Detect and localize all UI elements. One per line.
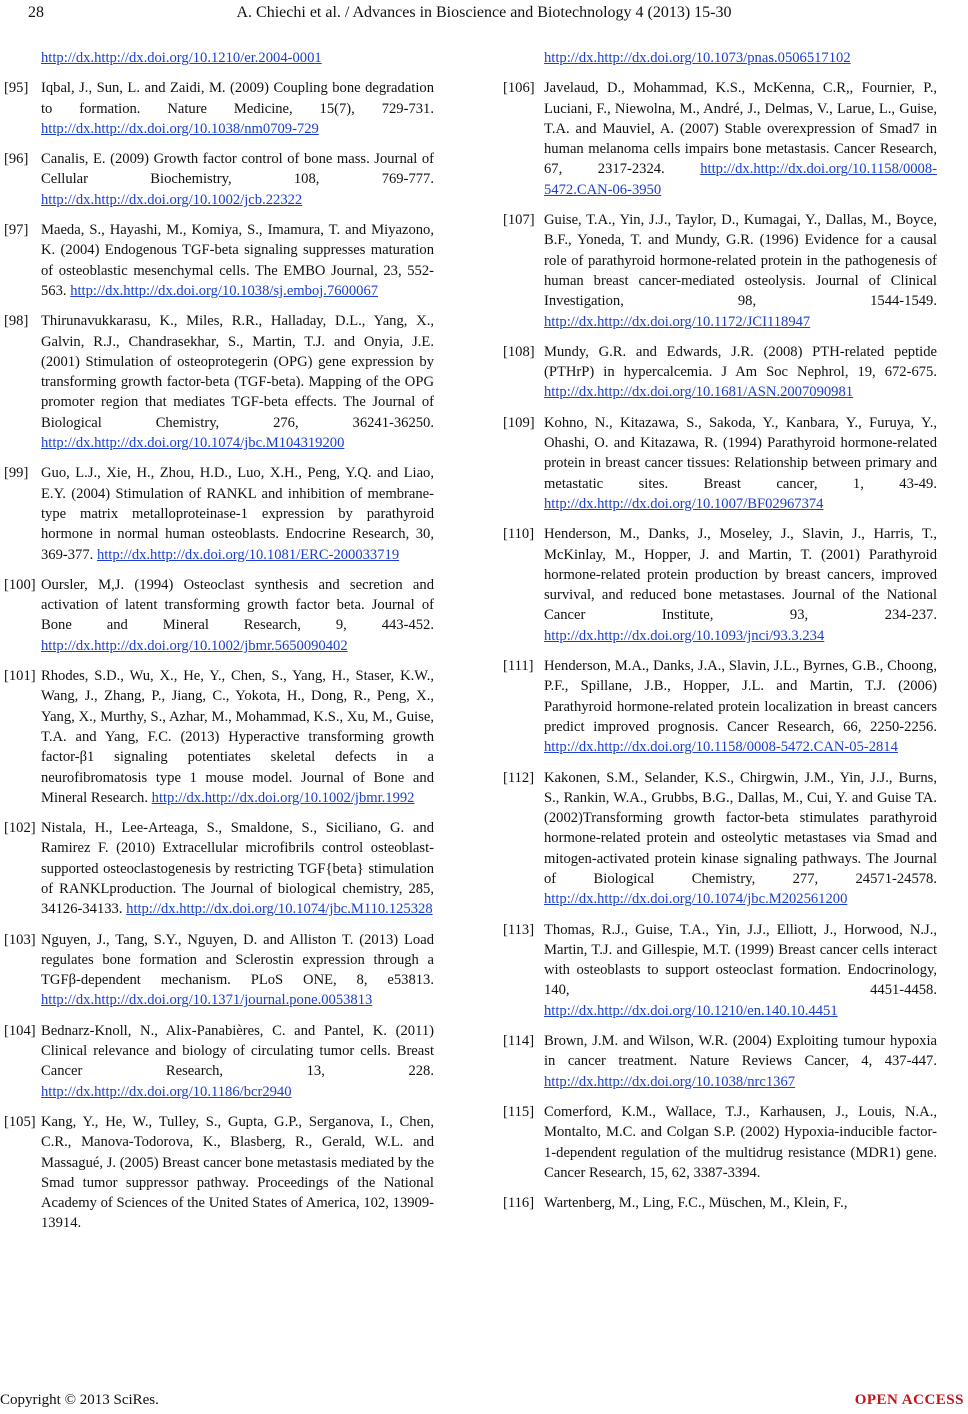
reference-item	[503, 524, 937, 646]
doi-link[interactable]: http://dx.http://dx.doi.org/10.1081/ERC-200033719	[96, 546, 400, 563]
doi-link[interactable]: http://dx.http://dx.doi.org/10.1681/ASN.2007090981	[544, 384, 854, 401]
reference-number: [95]	[4, 80, 29, 97]
doi-link[interactable]: http://dx.http://dx.doi.org/10.1074/jbc.M104319200	[41, 435, 345, 452]
reference-text: Thirunavukkarasu, K., Miles, R.R., Halladay, D.L., Yang, X., Galvin, R.J., Chandrasekhar, S., Martin, T.J. and Onyia, J.E. (2001) Stimulation of osteoprotegerin (OPG) gene expression by transforming growth factor-beta (TGF-beta). Mapping of the OPG promoter region that mediates TGF-beta effects. The Journal of Biological Chemistry, 276, 36241-36250.	[41, 313, 434, 431]
doi-link[interactable]: http://dx.http://dx.doi.org/10.1210/er.2004-0001	[41, 50, 322, 66]
reference-text: Bednarz-Knoll, N., Alix-Panabières, C. and Pantel, K. (2011) Clinical relevance and biology of circulating tumor cells. Breast Cancer Research, 13, 228.	[41, 1022, 434, 1080]
reference-number: [110]	[503, 526, 535, 543]
doi-link[interactable]: http://dx.http://dx.doi.org/10.1074/jbc.M110.125328	[126, 901, 433, 918]
reference-number: [97]	[4, 222, 29, 239]
reference-item	[503, 342, 937, 403]
reference-number: [96]	[4, 151, 29, 168]
doi-link[interactable]: http://dx.http://dx.doi.org/10.1371/journal.pone.0053813	[41, 992, 373, 1009]
continuation-link-row	[503, 48, 937, 68]
reference-number: [113]	[503, 921, 535, 938]
reference-number: [102]	[4, 820, 36, 837]
reference-number: [104]	[4, 1022, 36, 1039]
reference-number: [103]	[4, 931, 36, 948]
reference-text: Henderson, M., Danks, J., Moseley, J., Slavin, J., Harris, T., McKinlay, M., Hopper, J. and Martin, T. (2001) Parathyroid hormone-related protein production by breast cancers, improved survival, and reduced bone metastases. Journal of the National Cancer Institute, 93, 234-237.	[544, 526, 937, 624]
reference-item	[503, 78, 937, 200]
reference-item	[0, 220, 434, 301]
reference-number: [98]	[4, 313, 29, 330]
reference-text: Guise, T.A., Yin, J.J., Taylor, D., Kumagai, Y., Dallas, M., Boyce, B.F., Yoneda, T. and Mundy, G.R. (1996) Evidence for a causal role of parathyroid hormone-related protein in the pathogenesis of human breast cancer-mediated osteolysis. Journal of Clinical Investigation, 98, 1544-1549.	[544, 212, 937, 310]
reference-number: [112]	[503, 769, 535, 786]
reference-text: Mundy, G.R. and Edwards, J.R. (2008) PTH-related peptide (PTHrP) in hypercalcemia. J Am Soc Nephrol, 19, 672-675.	[544, 343, 937, 381]
reference-item	[503, 210, 937, 332]
reference-item	[0, 1021, 434, 1102]
reference-item	[503, 1031, 937, 1092]
doi-link[interactable]: http://dx.http://dx.doi.org/10.1210/en.140.10.4451	[544, 1002, 838, 1019]
reference-text: Oursler, M,J. (1994) Osteoclast synthesis and secretion and activation of latent transforming growth factor beta. Journal of Bone and Mineral Research, 9, 443-452.	[41, 576, 434, 634]
copyright-notice: Copyright © 2013 SciRes.	[0, 1392, 159, 1408]
reference-text: Henderson, M.A., Danks, J.A., Slavin, J.L., Byrnes, G.B., Choong, P.F., Spillane, J.B., Hopper, J.L. and Martin, T.J. (2006) Parathyroid hormone-related protein localization in breast cancers predict improved prognosis. Cancer Research, 66, 2250-2256.	[544, 658, 937, 735]
reference-text: Kang, Y., He, W., Tulley, S., Gupta, G.P., Serganova, I., Chen, C.R., Manova-Todorova, K., Blasberg, R., Gerald, W.L. and Massagué, J. (2005) Breast cancer bone metastasis mediated by the Smad tumor suppressor pathway. Proceedings of the National Academy of Sciences of the United States of America, 102, 13909-13914.	[41, 1113, 434, 1232]
left-column	[0, 48, 434, 1244]
reference-text: Guo, L.J., Xie, H., Zhou, H.D., Luo, X.H., Peng, Y.Q. and Liao, E.Y. (2004) Stimulation of RANKL and inhibition of membrane-type matrix metalloproteinase-1 expression by parathyroid hormone in normal human osteoblasts. Endocrine Research, 30, 369-377.	[41, 465, 434, 563]
doi-link[interactable]: http://dx.http://dx.doi.org/10.1093/jnci/93.3.234	[544, 627, 825, 644]
doi-link[interactable]: http://dx.http://dx.doi.org/10.1158/0008-5472.CAN-05-2814	[544, 739, 898, 756]
reference-number: [109]	[503, 414, 535, 431]
reference-item	[503, 1193, 937, 1213]
doi-link[interactable]: http://dx.http://dx.doi.org/10.1038/sj.emboj.7600067	[70, 282, 379, 299]
reference-text: Nistala, H., Lee-Arteaga, S., Smaldone, S., Siciliano, G. and Ramirez F. (2010) Extracellular microfibrils control osteoblast-supported osteoclastogenesis by restricting TGF{beta} stimulation of RANKLproduction. The Journal of biological chemistry, 285, 34126-34133.	[41, 820, 434, 918]
reference-text: Iqbal, J., Sun, L. and Zaidi, M. (2009) Coupling bone degradation to formation. Nature Medicine, 15(7), 729-731.	[41, 80, 434, 117]
reference-list-left	[0, 78, 434, 1233]
open-access-label: OPEN ACCESS	[854, 1392, 964, 1408]
reference-item	[0, 1112, 434, 1234]
reference-list-right	[503, 78, 937, 1213]
reference-text: Comerford, K.M., Wallace, T.J., Karhausen, J., Louis, N.A., Montalto, M.C. and Colgan S.P. (2002) Hypoxia-inducible factor-1-dependent regulation of the multidrug resistance (MDR1) gene. Cancer Research, 15, 62, 3387-3394.	[544, 1103, 937, 1181]
reference-number: [101]	[4, 668, 36, 685]
doi-link[interactable]: http://dx.http://dx.doi.org/10.1074/jbc.M202561200	[544, 891, 848, 908]
doi-link[interactable]: http://dx.http://dx.doi.org/10.1038/nrc1367	[544, 1073, 796, 1090]
reference-item	[0, 666, 434, 808]
reference-number: [99]	[4, 465, 29, 482]
reference-number: [107]	[503, 212, 535, 229]
reference-item	[0, 463, 434, 564]
doi-link[interactable]: http://dx.http://dx.doi.org/10.1002/jbmr.5650090402	[41, 637, 348, 654]
reference-item	[0, 149, 434, 210]
reference-text: Nguyen, J., Tang, S.Y., Nguyen, D. and Alliston T. (2013) Load regulates bone formation and Sclerostin expression through a TGFβ-dependent mechanism. PLoS ONE, 8, e53813.	[41, 931, 434, 989]
right-column	[503, 48, 937, 1223]
reference-number: [111]	[503, 658, 534, 675]
reference-text: Kakonen, S.M., Selander, K.S., Chirgwin, J.M., Yin, J.J., Burns, S., Rankin, W.A., Grubbs, B.G., Dallas, M., Cui, Y. and Guise TA. (2002)Transforming growth factor-beta stimulates parathyroid hormone-related protein and osteolytic metastases via Smad and mitogen-activated protein kinase signaling pathways. The Journal of Biological Chemistry, 277, 24571-24578.	[544, 769, 937, 887]
reference-number: [105]	[4, 1113, 36, 1130]
reference-number: [100]	[4, 576, 36, 593]
reference-number: [108]	[503, 343, 535, 360]
reference-text: Maeda, S., Hayashi, M., Komiya, S., Imamura, T. and Miyazono, K. (2004) Endogenous TGF-beta signaling suppresses maturation of osteoblastic mesenchymal cells. The EMBO Journal, 23, 552-563.	[41, 222, 434, 299]
reference-item	[0, 78, 434, 139]
reference-text: Javelaud, D., Mohammad, K.S., McKenna, C.R,, Fournier, P., Luciani, F., Niewolna, M., André, J., Delmas, V., Larue, L., Guise, T.A. and Mauviel, A. (2007) Stable overexpression of Smad7 in human melanoma cells impairs bone metastasis. Cancer Research, 67, 2317-2324.	[544, 80, 937, 178]
doi-link[interactable]: http://dx.http://dx.doi.org/10.1073/pnas.0506517102	[544, 50, 851, 66]
continuation-link-row	[0, 48, 434, 68]
reference-text: Brown, J.M. and Wilson, W.R. (2004) Exploiting tumour hypoxia in cancer treatment. Nature Reviews Cancer, 4, 437-447.	[544, 1033, 937, 1070]
reference-text: Rhodes, S.D., Wu, X., He, Y., Chen, S., Yang, H., Staser, K.W., Wang, J., Zhang, P., Jiang, C., Yokota, H., Dong, R., Peng, X., Yang, X., Murthy, S., Azhar, M., Mohammad, K.S., Xu, M., Guise, T.A. and Yang, F.C. (2013) Hyperactive transforming growth factor-β1 signaling potentiates skeletal defects in a neurofibromatosis type 1 mouse model. Journal of Bone and Mineral Research.	[41, 668, 434, 806]
doi-link[interactable]: http://dx.http://dx.doi.org/10.1186/bcr2940	[41, 1083, 292, 1100]
page-footer	[0, 1392, 968, 1412]
doi-link[interactable]: http://dx.http://dx.doi.org/10.1002/jbmr.1992	[151, 789, 415, 806]
reference-item	[503, 413, 937, 514]
running-title: A. Chiechi et al. / Advances in Bioscience and Biotechnology 4 (2013) 15-30	[236, 4, 732, 21]
doi-link[interactable]: http://dx.http://dx.doi.org/10.1007/BF02967374	[544, 495, 824, 512]
reference-number: [115]	[503, 1103, 535, 1120]
reference-text: Canalis, E. (2009) Growth factor control of bone mass. Journal of Cellular Biochemistry, 108, 769-777.	[41, 151, 434, 188]
page-header	[0, 0, 968, 30]
reference-item	[503, 1102, 937, 1183]
reference-item	[0, 930, 434, 1011]
reference-item	[503, 768, 937, 910]
reference-item	[503, 920, 937, 1021]
page-number: 28	[28, 4, 44, 21]
doi-link[interactable]: http://dx.http://dx.doi.org/10.1172/JCI118947	[544, 313, 811, 330]
doi-link[interactable]: http://dx.http://dx.doi.org/10.1002/jcb.22322	[41, 191, 303, 208]
reference-item	[0, 311, 434, 453]
reference-text: Wartenberg, M., Ling, F.C., Müschen, M., Klein, F.,	[544, 1195, 848, 1212]
doi-link[interactable]: http://dx.http://dx.doi.org/10.1158/0008-5472.CAN-06-3950	[544, 161, 937, 198]
reference-number: [106]	[503, 80, 535, 97]
reference-text: Thomas, R.J., Guise, T.A., Yin, J.J., Elliott, J., Horwood, N.J., Martin, T.J. and Gillespie, M.T. (1999) Breast cancer cells interact with osteoblasts to support osteoclast formation. Endocrinology, 140, 4451-4458.	[544, 921, 937, 999]
reference-number: [114]	[503, 1033, 535, 1050]
reference-text: Kohno, N., Kitazawa, S., Sakoda, Y., Kanbara, Y., Furuya, Y., Ohashi, O. and Kitazawa, R. (1994) Parathyroid hormone-related protein in breast cancer tissues: Relationship between primary and metastatic sites. Breast cancer, 1, 43-49.	[544, 414, 937, 492]
reference-item	[0, 575, 434, 656]
reference-item	[503, 656, 937, 757]
reference-item	[0, 818, 434, 919]
doi-link[interactable]: http://dx.http://dx.doi.org/10.1038/nm0709-729	[41, 120, 319, 137]
reference-number: [116]	[503, 1195, 535, 1212]
